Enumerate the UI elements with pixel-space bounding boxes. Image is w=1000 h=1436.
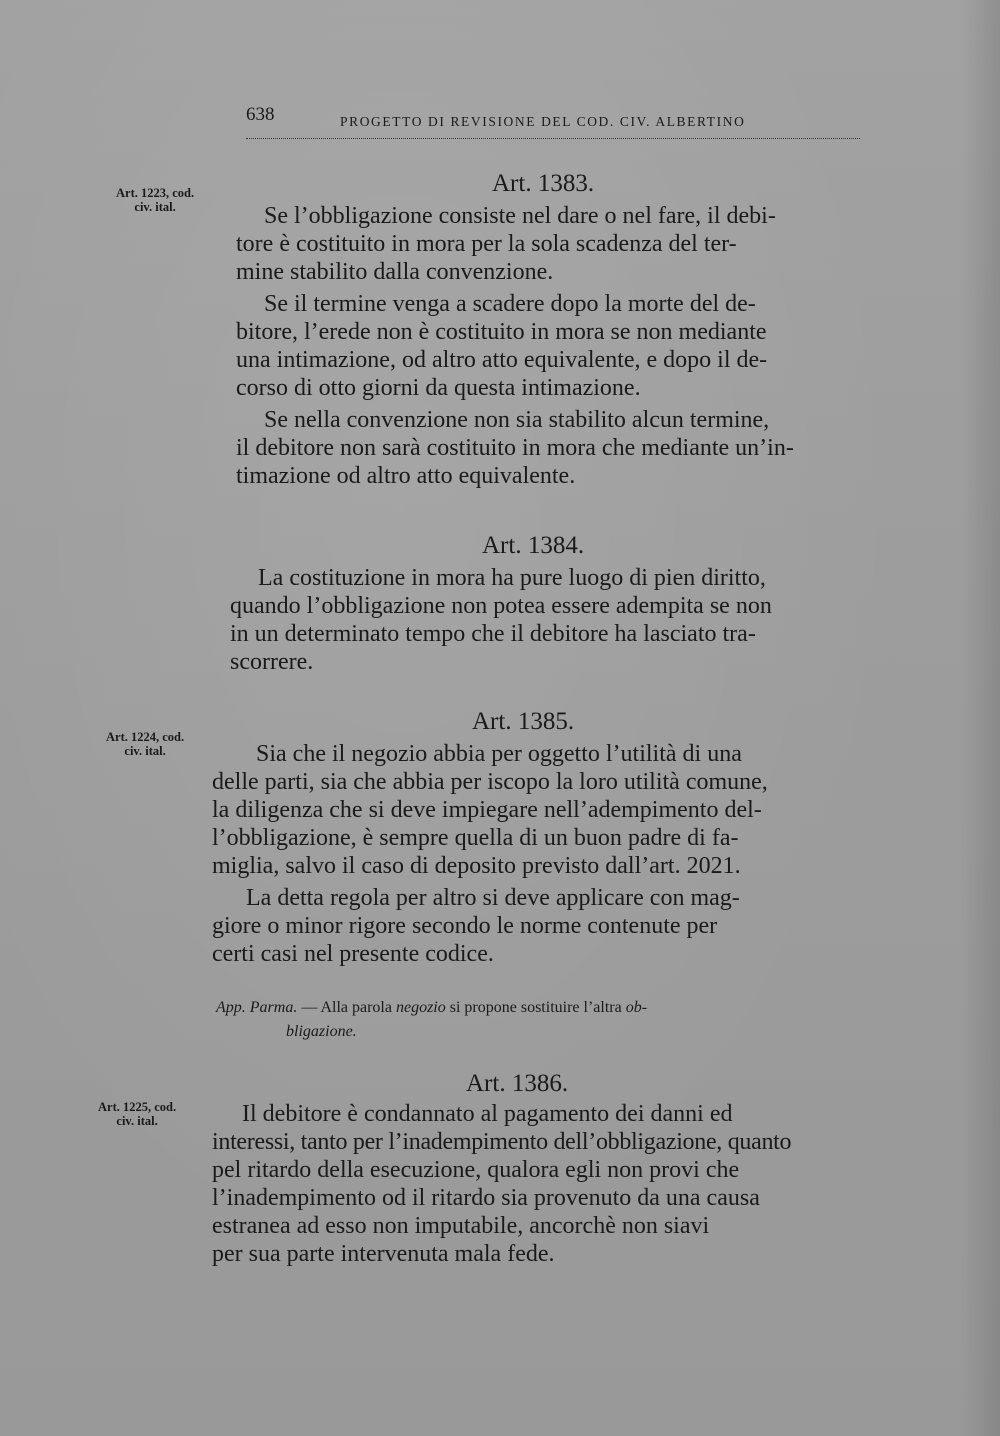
text-line: l’obbligazione, è sempre quella di un buon padre di fa- xyxy=(212,825,739,851)
margin-note-line: civ. ital. xyxy=(116,1114,158,1128)
margin-note-line: Art. 1224, cod. xyxy=(106,730,185,744)
text-line: per sua parte intervenuta mala fede. xyxy=(212,1241,555,1267)
page-edge-shadow xyxy=(960,0,1000,1436)
text-line: Se nella convenzione non sia stabilito alcun termine, xyxy=(264,407,770,433)
note-line: bligazione. xyxy=(286,1023,357,1040)
article-heading-1383: Art. 1383. xyxy=(492,170,595,197)
article-body-1385 xyxy=(212,740,842,968)
article-heading-1384: Art. 1384. xyxy=(482,532,585,559)
text-line: certi casi nel presente codice. xyxy=(212,941,494,967)
text-line: corso di otto giorni da questa intimazione. xyxy=(236,375,641,401)
margin-note-art-1385 xyxy=(106,730,184,758)
text-line: estranea ad esso non imputabile, ancorchè non siavi xyxy=(212,1213,710,1239)
note-word: negozio xyxy=(395,999,446,1016)
text-line: la diligenza che si deve impiegare nell’adempimento del- xyxy=(212,797,762,823)
text-line: interessi, tanto per l’inadempimento dell’obbligazione, quanto xyxy=(212,1129,792,1155)
note-text: si propone sostituire l’altra xyxy=(445,999,626,1016)
text-line: Il debitore è condannato al pagamento dei danni ed xyxy=(242,1101,733,1127)
text-line: il debitore non sarà costituito in mora che mediante un’in- xyxy=(236,435,794,461)
note-source: App. Parma. xyxy=(216,999,298,1016)
text-line: Se l’obbligazione consiste nel dare o nel fare, il debi- xyxy=(264,203,776,229)
page-number: 638 xyxy=(246,104,275,125)
note-text: — Alla parola xyxy=(297,999,396,1016)
text-line: La costituzione in mora ha pure luogo di pien diritto, xyxy=(258,565,766,591)
text-line: una intimazione, od altro atto equivalente, e dopo il de- xyxy=(236,347,768,373)
text-line: giore o minor rigore secondo le norme contenute per xyxy=(212,913,718,939)
note-line xyxy=(216,996,816,1020)
article-body-1384 xyxy=(230,564,850,676)
text-line: in un determinato tempo che il debitore ha lasciato tra- xyxy=(230,621,756,647)
running-head xyxy=(246,104,860,140)
text-line: bitore, l’erede non è costituito in mora se non mediante xyxy=(236,319,767,345)
text-line: scorrere. xyxy=(230,649,314,675)
text-line: quando l’obbligazione non potea essere adempita se non xyxy=(230,593,772,619)
text-line: miglia, salvo il caso di deposito previsto dall’art. 2021. xyxy=(212,853,741,879)
margin-note-line: Art. 1223, cod. xyxy=(116,186,195,200)
margin-note-line: civ. ital. xyxy=(134,200,176,214)
article-body-1383 xyxy=(236,202,856,490)
text-line: Se il termine venga a scadere dopo la morte del de- xyxy=(264,291,756,317)
article-heading-1386: Art. 1386. xyxy=(466,1070,569,1097)
article-heading-1385: Art. 1385. xyxy=(472,708,575,735)
margin-note-art-1383 xyxy=(116,186,194,214)
margin-note-line: Art. 1225, cod. xyxy=(98,1100,177,1114)
article-body-1386 xyxy=(212,1100,832,1268)
note-replacement: ob- xyxy=(625,999,648,1016)
text-line: l’inadempimento od il ritardo sia provenuto da una causa xyxy=(212,1185,760,1211)
text-line: pel ritardo della esecuzione, qualora egli non provi che xyxy=(212,1157,740,1183)
running-head-title: PROGETTO DI REVISIONE DEL COD. CIV. ALBERTINO xyxy=(340,114,746,129)
article-note-1385 xyxy=(216,996,816,1044)
text-line: Sia che il negozio abbia per oggetto l’utilità di una xyxy=(256,741,742,767)
text-line: timazione od altro atto equivalente. xyxy=(236,463,576,489)
text-line: delle parti, sia che abbia per iscopo la loro utilità comune, xyxy=(212,769,768,795)
text-line: La detta regola per altro si deve applicare con mag- xyxy=(246,885,740,911)
text-line: tore è costituito in mora per la sola scadenza del ter- xyxy=(236,231,737,257)
margin-note-line: civ. ital. xyxy=(124,744,166,758)
margin-note-art-1386 xyxy=(98,1100,176,1128)
header-rule xyxy=(246,138,860,139)
text-line: mine stabilito dalla convenzione. xyxy=(236,259,554,285)
